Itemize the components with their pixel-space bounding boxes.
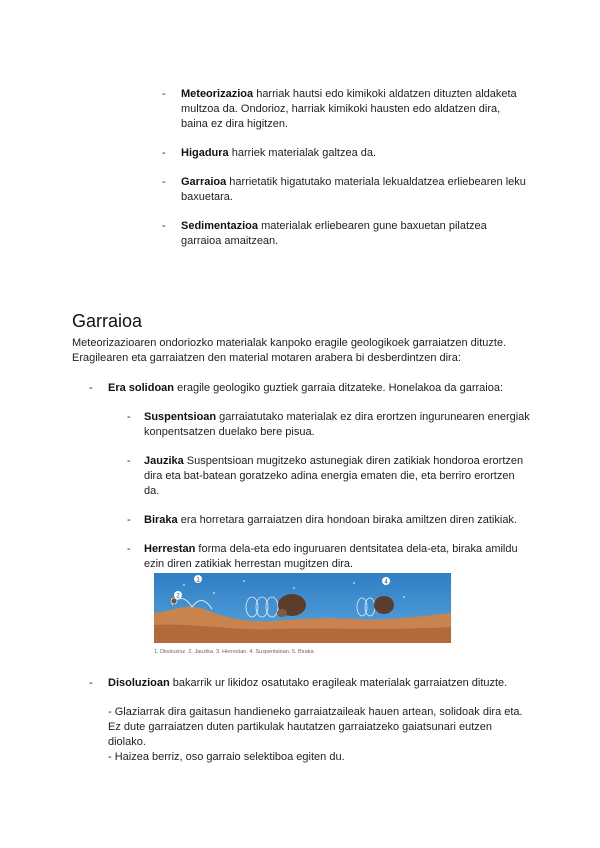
- term-suspentsioan: Suspentsioan: [144, 411, 217, 423]
- dissolution-list: [89, 676, 528, 691]
- list-dash: -: [127, 455, 131, 467]
- definition: era horretara garraiatzen dira hondoan biraka amiltzen diren zatikiak.: [177, 514, 517, 526]
- list-item: [127, 410, 530, 440]
- definition: harrietatik higatutako materiala lekualdatzea erliebearen leku baxuetara.: [181, 176, 526, 203]
- section-heading: Garraioa: [72, 311, 143, 331]
- definition: bakarrik ur likidoz osatutako eragileak materialak garraiatzen dituzte.: [169, 677, 508, 689]
- list-dash: -: [162, 176, 166, 188]
- small-rock: [277, 609, 287, 617]
- term-higadura: Higadura: [181, 147, 229, 159]
- definition: harriak hautsi edo kimikoki aldatzen dituzten aldaketa multzoa da. Ondorioz, harriak kimikoki hausten edo aldatzen dira, baina ez dira higitzen.: [181, 88, 517, 130]
- term-garraioa: Garraioa: [181, 176, 227, 188]
- list-item: [162, 87, 526, 132]
- figure-caption: 1. Disoluzioz. 2. Jauzika. 3. Herrestan. 4. Suspentsioan. 5. Biraka.: [154, 649, 316, 655]
- definition: materialak erliebearen gune baxuetan pilatzea garraioa amaitzean.: [181, 220, 487, 247]
- list-item: [127, 542, 530, 572]
- solid-transport-types: [127, 410, 530, 572]
- term-meteorizazioa: Meteorizazioa: [181, 88, 254, 100]
- term-jauzika: Jauzika: [144, 455, 184, 467]
- list-dash: -: [127, 411, 131, 423]
- term-era-solidoan: Era solidoan: [108, 382, 175, 394]
- transport-list: [89, 381, 528, 396]
- list-dash: -: [89, 677, 93, 689]
- note-line: - Haizea berriz, oso garraio selektiboa egiten du.: [108, 751, 345, 763]
- process-list: [162, 87, 526, 249]
- notes: [108, 705, 528, 765]
- list-dash: -: [89, 382, 93, 394]
- note-line: - Glaziarrak dira gaitasun handieneko garraiatzaileak hauen artean, solidoak dira eta. Ez dute garraiatzen duten partikulak hautatzen garraiatzeko gaiatsunari eutzen diolako.: [108, 706, 523, 748]
- intro-paragraph: Meteorizazioaren ondoriozko materialak kanpoko eragile geologikoek garraiatzen dituzte. Eragilearen eta garraiatzen den material motaren arabera bi desberdintzen dira:: [72, 337, 507, 364]
- term-sedimentazioa: Sedimentazioa: [181, 220, 259, 232]
- definition: harriek materialak galtzea da.: [228, 147, 377, 159]
- transport-illustration: [154, 573, 451, 643]
- list-item: [162, 175, 526, 205]
- term-disoluzioan: Disoluzioan: [108, 677, 170, 689]
- definition: garraiatutako materialak ez dira erortzen ingurunearen energiak konpentsatzen duelako bere pisua.: [144, 411, 530, 438]
- list-item: [162, 146, 526, 161]
- term-herrestan: Herrestan: [144, 543, 196, 555]
- rolling-rock: [374, 596, 394, 614]
- list-dash: -: [162, 88, 166, 100]
- list-dash: -: [162, 220, 166, 232]
- list-dash: -: [127, 543, 131, 555]
- figure-marker: 1: [196, 577, 200, 584]
- list-item: [162, 219, 526, 249]
- definition: eragile geologiko guztiek garraia ditzateke. Honelakoa da garraioa:: [174, 382, 504, 394]
- river-bed-diagram: [154, 573, 451, 643]
- definition: forma dela-eta edo inguruaren dentsitatea dela-eta, biraka amildu ezin diren zatikiak herrestan mugitzen dira.: [144, 543, 518, 570]
- term-biraka: Biraka: [144, 514, 178, 526]
- list-item: [127, 454, 530, 499]
- list-dash: -: [127, 514, 131, 526]
- list-item-solid: [89, 381, 528, 396]
- list-dash: -: [162, 147, 166, 159]
- list-item-dissolution: [89, 676, 528, 691]
- figure-marker: 2: [176, 593, 180, 600]
- list-item: [127, 513, 530, 528]
- figure-marker: 4: [384, 579, 388, 586]
- definition: Suspentsioan mugitzeko astunegiak diren zatikiak hondoroa erortzen dira eta bat-batean goratzeko adina energia ematen die, eta berriro erortzen da.: [144, 455, 524, 497]
